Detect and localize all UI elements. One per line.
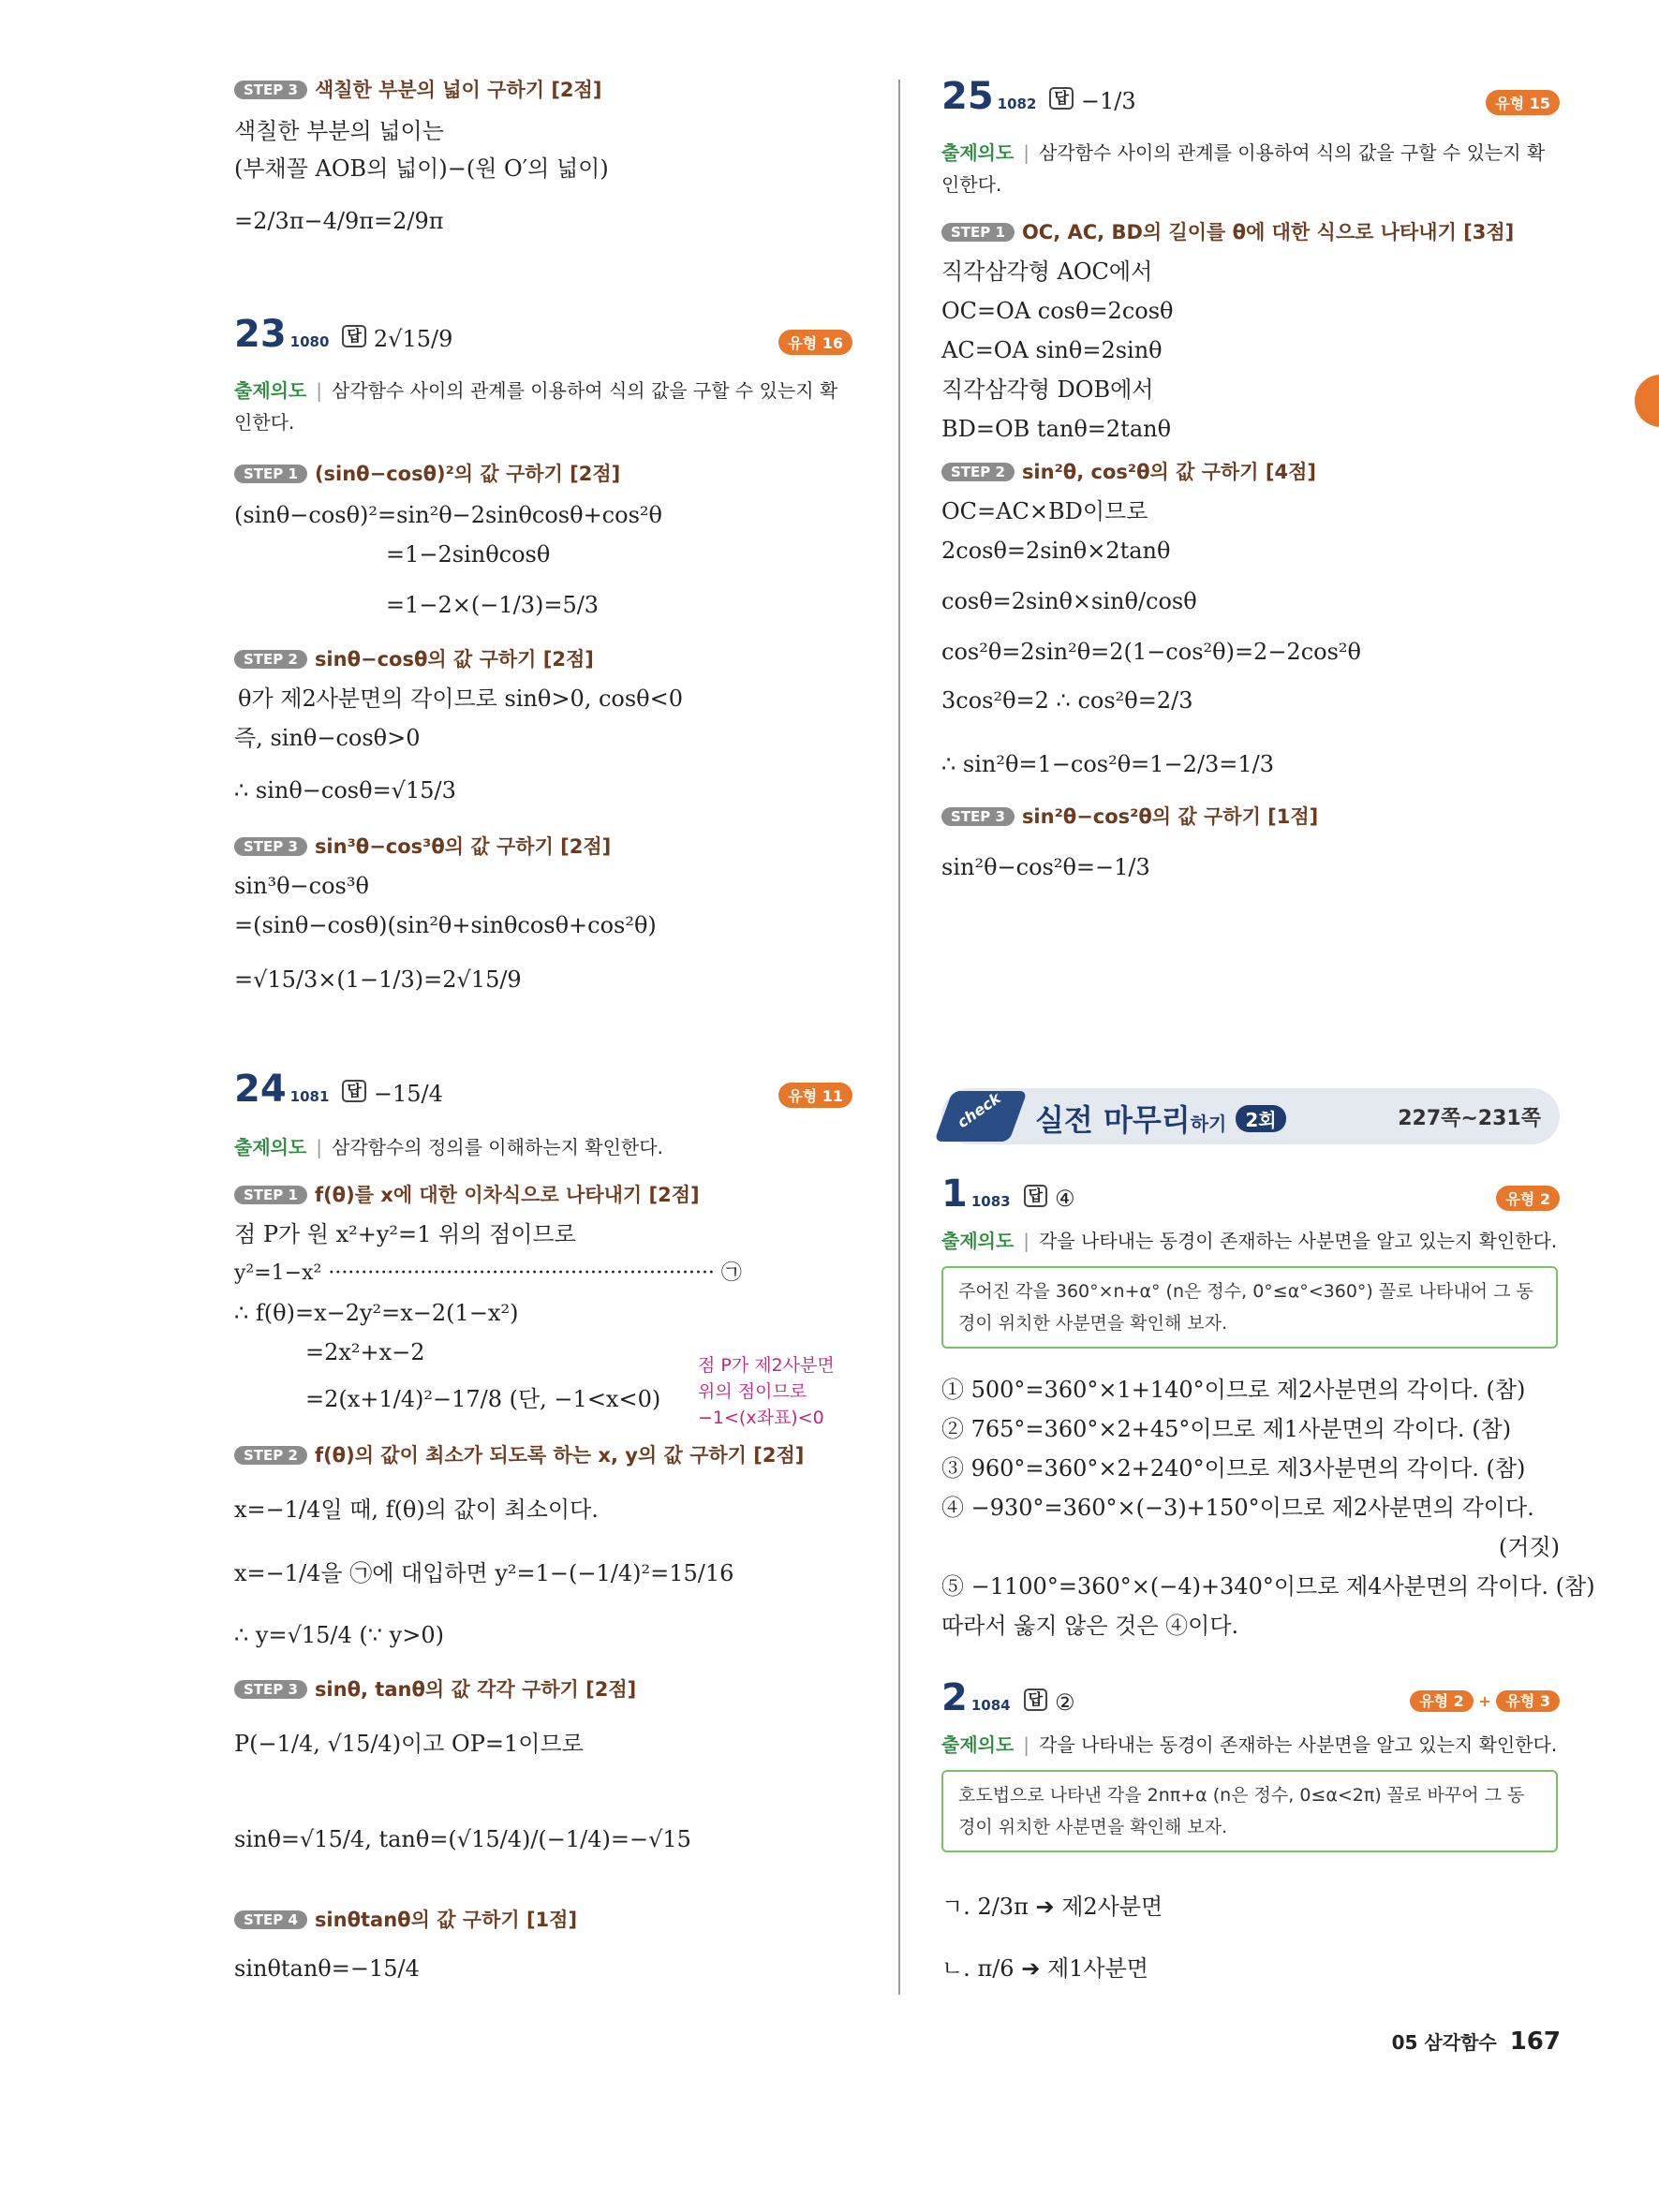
problem-answer: ② (1055, 1689, 1075, 1716)
problem-number: 23 (234, 313, 287, 356)
step-heading (234, 644, 594, 672)
column-divider (898, 80, 900, 1995)
text-line: (부채꼴 AOB의 넓이)−(원 O′의 넓이) (234, 155, 609, 182)
step-title: sinθtanθ의 값 구하기 [1점] (314, 1909, 578, 1931)
math-line: =√15/3×(1−1/3)=2√15/9 (234, 966, 522, 993)
math-line: 즉, sinθ−cosθ>0 (234, 725, 421, 751)
step-badge: STEP 1 (234, 1186, 307, 1204)
step-title: sinθ, tanθ의 값 각각 구하기 [2점] (314, 1678, 637, 1701)
math-line: sin³θ−cos³θ (234, 873, 369, 899)
type-badge: 유형 15 (1486, 90, 1560, 115)
hint-box: 호도법으로 나타낸 각을 2nπ+α (n은 정수, 0≤α<2π) 꼴로 바꾸어 그 동경이 위치한 사분면을 확인해 보자. (941, 1770, 1558, 1852)
type-badge: 유형 16 (778, 330, 852, 355)
answer-icon: 답 (1024, 1688, 1047, 1711)
problem-code: 1084 (970, 1697, 1011, 1714)
math-line: OC=OA cosθ=2cosθ (941, 298, 1174, 324)
step-title: 색칠한 부분의 넓이 구하기 [2점] (314, 79, 602, 101)
step-badge: STEP 3 (234, 81, 307, 99)
step-heading (234, 832, 611, 860)
step-badge: STEP 1 (234, 465, 307, 483)
math-line: AC=OA sinθ=2sinθ (941, 337, 1163, 363)
answer-icon: 답 (342, 325, 365, 347)
math-line: x=−1/4일 때, f(θ)의 값이 최소이다. (234, 1497, 599, 1523)
problem-intent: 출제의도 | 각을 나타내는 동경이 존재하는 사분면을 알고 있는지 확인한다. (941, 1733, 1558, 1756)
page-number: 167 (1509, 2028, 1561, 2056)
problem-code: 1083 (970, 1193, 1011, 1210)
problem-number: 1 (941, 1172, 968, 1216)
intent-label: 출제의도 (941, 1230, 1015, 1252)
math-line: y²=1−x² ··························································· ㉠ (234, 1261, 742, 1285)
math-line: sinθtanθ=−15/4 (234, 1955, 420, 1982)
intent-label: 출제의도 (941, 1733, 1015, 1756)
intent-text: 삼각함수 사이의 관계를 이용하여 식의 값을 구할 수 있는지 확인한다. (234, 379, 838, 434)
problem-intent: 출제의도 | 삼각함수 사이의 관계를 이용하여 식의 값을 구할 수 있는지 확인한다. (234, 379, 838, 434)
math-line: 점 P가 원 x²+y²=1 위의 점이므로 (234, 1221, 576, 1247)
step-title: f(θ)를 x에 대한 이차식으로 나타내기 [2점] (314, 1184, 700, 1206)
step-badge: STEP 2 (234, 650, 307, 669)
question-2-header (941, 1676, 1560, 1719)
type-badges (1410, 1689, 1560, 1711)
note-line: 위의 점이므로 (698, 1381, 807, 1402)
math-line: OC=AC×BD이므로 (941, 498, 1148, 524)
banner-title-suffix: 하기 (1190, 1113, 1227, 1135)
step-title: (sinθ−cosθ)²의 값 구하기 [2점] (314, 463, 621, 485)
intent-label: 출제의도 (941, 141, 1015, 164)
math-line: cos²θ=2sin²θ=2(1−cos²θ)=2−2cos²θ (941, 639, 1361, 665)
problem-answer: −15/4 (373, 1081, 443, 1107)
step-heading (234, 1180, 700, 1208)
round-badge: 2회 (1236, 1105, 1285, 1132)
intent-label: 출제의도 (234, 379, 307, 402)
step-badge: STEP 3 (234, 837, 307, 856)
step-heading (234, 75, 601, 103)
intent-text: 삼각함수 사이의 관계를 이용하여 식의 값을 구할 수 있는지 확인한다. (941, 141, 1546, 196)
problem-intent: 출제의도 | 각을 나타내는 동경이 존재하는 사분면을 알고 있는지 확인한다. (941, 1230, 1558, 1252)
type-badge: 유형 2 (1410, 1690, 1474, 1712)
intent-text: 삼각함수의 정의를 이해하는지 확인한다. (332, 1136, 663, 1158)
math-line: =2(x+1/4)²−17/8 (단, −1<x<0) (305, 1386, 661, 1412)
step-badge: STEP 4 (234, 1910, 307, 1929)
step-title: sin²θ, cos²θ의 값 구하기 [4점] (1021, 461, 1316, 483)
step-badge: STEP 3 (941, 807, 1015, 826)
problem-answer: 2√15/9 (373, 326, 453, 352)
text-line: 색칠한 부분의 넓이는 (234, 118, 444, 144)
text-line: =2/3π−4/9π=2/9π (234, 208, 444, 234)
math-line: ∴ y=√15/4 (∵ y>0) (234, 1622, 444, 1648)
math-line: 직각삼각형 DOB에서 (941, 376, 1154, 403)
math-line: ㄴ. π/6 ➔ 제1사분면 (941, 1955, 1148, 1982)
math-line: =1−2sinθcosθ (386, 541, 551, 568)
problem-intent: 출제의도 | 삼각함수 사이의 관계를 이용하여 식의 값을 구할 수 있는지 확인한다. (941, 141, 1546, 196)
step-heading (234, 459, 620, 487)
problem-answer: ④ (1055, 1186, 1075, 1212)
math-line: =1−2×(−1/3)=5/3 (386, 592, 600, 618)
math-line: =2x²+x−2 (305, 1339, 425, 1365)
math-line: ㄱ. 2/3π ➔ 제2사분면 (941, 1894, 1163, 1920)
type-plus: + (1478, 1692, 1491, 1710)
chapter-label: 05 삼각함수 (1391, 2031, 1497, 2054)
answer-icon: 답 (1049, 87, 1073, 110)
type-badge: 유형 11 (778, 1083, 852, 1108)
problem-number: 24 (234, 1068, 287, 1111)
math-line: cosθ=2sinθ×sinθ/cosθ (941, 588, 1197, 614)
answer-icon: 답 (1024, 1185, 1047, 1207)
math-line: x=−1/4을 ㉠에 대입하면 y²=1−(−1/4)²=15/16 (234, 1560, 734, 1586)
answer-icon: 답 (342, 1080, 365, 1102)
hint-box: 주어진 각을 360°×n+α° (n은 정수, 0°≤α°<360°) 꼴로 나타내어 그 동경이 위치한 사분면을 확인해 보자. (941, 1266, 1558, 1349)
math-line: θ가 제2사분면의 각이므로 sinθ>0, cosθ<0 (238, 686, 684, 712)
problem-code: 1081 (289, 1088, 330, 1105)
problem-answer: −1/3 (1080, 88, 1136, 114)
section-banner (941, 1088, 1560, 1144)
math-line: 직각삼각형 AOC에서 (941, 258, 1153, 285)
step-badge: STEP 1 (941, 223, 1015, 242)
intent-label: 출제의도 (234, 1136, 307, 1158)
page-range: 227쪽~231쪽 (1398, 1107, 1541, 1130)
step-badge: STEP 2 (941, 463, 1015, 481)
math-line: 따라서 옳지 않은 것은 ④이다. (941, 1613, 1239, 1639)
step-heading (234, 1905, 577, 1933)
math-line: ∴ f(θ)=x−2y²=x−2(1−x²) (234, 1300, 519, 1326)
step-heading (941, 457, 1316, 485)
step-heading (941, 802, 1318, 830)
step-title: sin²θ−cos²θ의 값 구하기 [1점] (1021, 805, 1319, 828)
step-heading (234, 1440, 804, 1468)
math-line: ② 765°=360°×2+45°이므로 제1사분면의 각이다. (참) (941, 1416, 1512, 1442)
math-line: =(sinθ−cosθ)(sin²θ+sinθcosθ+cos²θ) (234, 912, 657, 938)
chapter-side-tab (1635, 375, 1659, 427)
note-line: −1<(x좌표)<0 (698, 1408, 824, 1428)
page-footer (1392, 2028, 1561, 2056)
math-line: ③ 960°=360°×2+240°이므로 제3사분면의 각이다. (참) (941, 1455, 1526, 1482)
problem-number: 25 (941, 75, 994, 118)
type-badge: 유형 2 (1496, 1186, 1560, 1211)
problem-25-header (941, 75, 1560, 118)
check-label: check (954, 1088, 1004, 1132)
math-line: 3cos²θ=2 ∴ cos²θ=2/3 (941, 687, 1193, 714)
step-title: f(θ)의 값이 최소가 되도록 하는 x, y의 값 구하기 [2점] (314, 1444, 805, 1467)
problem-24-header (234, 1068, 852, 1111)
math-line: ④ −930°=360°×(−3)+150°이므로 제2사분면의 각이다. (941, 1495, 1534, 1521)
note-line: 점 P가 제2사분면 (698, 1355, 835, 1376)
step-title: sin³θ−cos³θ의 값 구하기 [2점] (314, 835, 612, 858)
math-line: (거짓) (1498, 1534, 1560, 1560)
math-line: BD=OB tanθ=2tanθ (941, 416, 1172, 442)
math-line: ∴ sinθ−cosθ=√15/3 (234, 777, 456, 804)
math-line: ① 500°=360°×1+140°이므로 제2사분면의 각이다. (참) (941, 1377, 1526, 1403)
step-title: sinθ−cosθ의 값 구하기 [2점] (314, 648, 594, 671)
problem-23-header (234, 313, 852, 356)
math-line: 2cosθ=2sinθ×2tanθ (941, 538, 1171, 564)
math-line: sinθ=√15/4, tanθ=(√15/4)/(−1/4)=−√15 (234, 1826, 691, 1852)
step-heading (234, 1674, 636, 1703)
step-heading (941, 217, 1514, 245)
problem-number: 2 (941, 1676, 968, 1719)
question-1-header (941, 1172, 1560, 1216)
type-badge: 유형 3 (1496, 1690, 1560, 1712)
step-title: OC, AC, BD의 길이를 θ에 대한 식으로 나타내기 [3점] (1021, 221, 1515, 243)
math-line: sin²θ−cos²θ=−1/3 (941, 854, 1150, 880)
math-line: (sinθ−cosθ)²=sin²θ−2sinθcosθ+cos²θ (234, 502, 662, 528)
math-line: ∴ sin²θ=1−cos²θ=1−2/3=1/3 (941, 751, 1275, 777)
step-badge: STEP 3 (234, 1680, 307, 1699)
step-badge: STEP 2 (234, 1446, 307, 1465)
problem-code: 1080 (289, 333, 330, 350)
banner-title (1035, 1097, 1286, 1140)
intent-text: 각을 나타내는 동경이 존재하는 사분면을 알고 있는지 확인한다. (1039, 1733, 1558, 1756)
math-line: P(−1/4, √15/4)이고 OP=1이므로 (234, 1731, 584, 1757)
math-line: ⑤ −1100°=360°×(−4)+340°이므로 제4사분면의 각이다. (참) (941, 1573, 1595, 1600)
side-note (698, 1352, 835, 1431)
problem-code: 1082 (997, 96, 1037, 112)
problem-intent: 출제의도 | 삼각함수의 정의를 이해하는지 확인한다. (234, 1136, 663, 1158)
intent-text: 각을 나타내는 동경이 존재하는 사분면을 알고 있는지 확인한다. (1039, 1230, 1558, 1252)
banner-title-main: 실전 마무리 (1035, 1102, 1191, 1138)
